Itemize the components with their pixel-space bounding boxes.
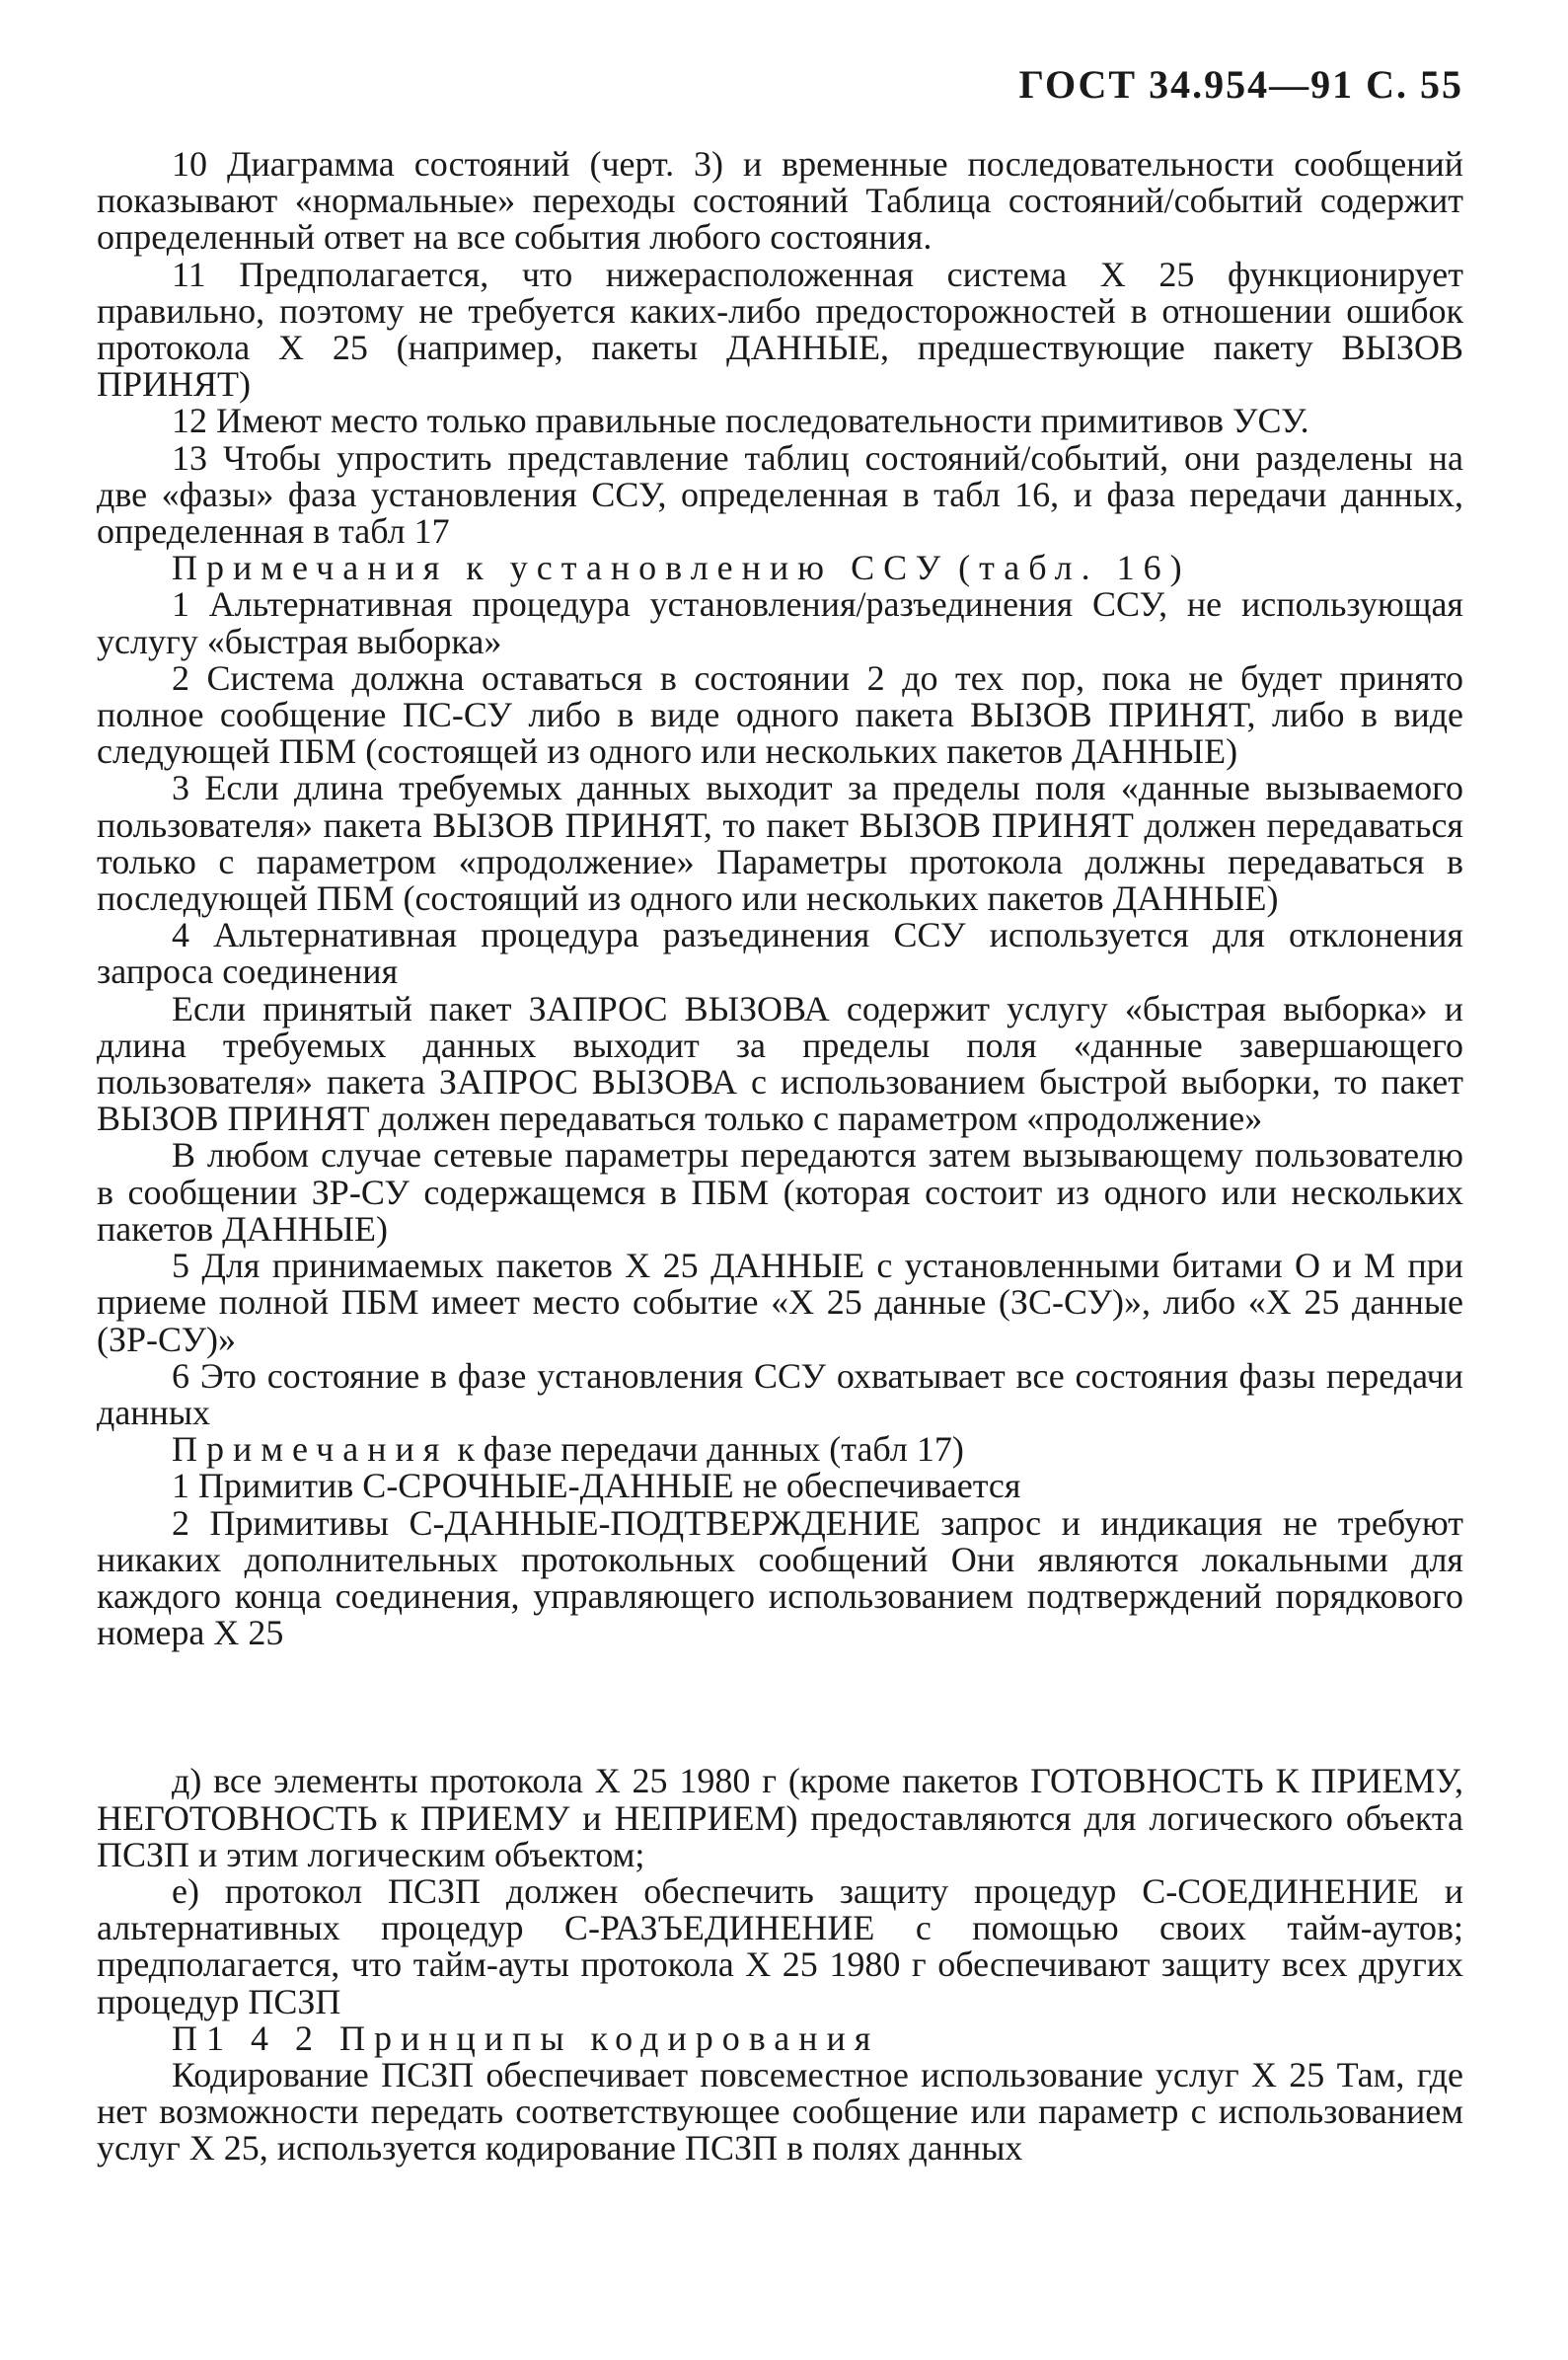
note-setup-6: 6 Это состояние в фазе установления ССУ охватывает все состояния фазы передачи данных	[97, 1355, 1463, 1432]
section-heading-coding: П1 4 2 Принципы кодирования	[172, 2017, 880, 2058]
paragraph-coding: Кодирование ПСЗП обеспечивает повсеместное использование услуг X 25 Там, где нет возможности передать соответствующее сообщение или параметр с использованием услуг X 25, используется кодирование ПСЗП в полях данных	[97, 2054, 1463, 2169]
note-setup-5: 5 Для принимаемых пакетов X 25 ДАННЫЕ с установленными битами О и М при приеме полной ПБМ имеет место событие «X 25 данные (ЗС-СУ)», либо «X 25 данные (ЗР-СУ)»	[97, 1246, 1463, 1359]
item-e: е) протокол ПСЗП должен обеспечить защиту процедур С-СОЕДИНЕНИЕ и альтернативных процедур С-РАЗЪЕДИНЕНИЕ с помощью своих тайм-аутов; предполагается, что тайм-ауты протокола X 25 1980 г обеспечивают защиту всех других процедур ПСЗП	[97, 1870, 1463, 2021]
running-head: ГОСТ 34.954—91 С. 55	[1018, 62, 1463, 107]
paragraph-12: 12 Имеют место только правильные последовательности примитивов УСУ.	[172, 401, 1309, 441]
note-setup-4b: В любом случае сетевые параметры передаются затем вызывающему пользователю в сообщении ЗР-СУ содержащемся в ПБМ (которая состоит из одного или нескольких пакетов ДАННЫЕ)	[97, 1135, 1463, 1249]
paragraph-10: 10 Диаграмма состояний (черт. 3) и временные последовательности сообщений показывают «нормальные» переходы состояний Таблица состояний/событий содержит определенный ответ на все события любого состояния.	[97, 144, 1463, 258]
notes-transfer-heading-rest: к фазе передачи данных (табл 17)	[457, 1429, 964, 1470]
note-setup-4: 4 Альтернативная процедура разъединения ССУ используется для отклонения запроса соединения	[97, 915, 1463, 992]
notes-transfer-heading	[97, 1431, 1463, 1468]
notes-setup-heading-spaced: Примечания к установлению ССУ	[172, 548, 950, 588]
section-gap	[97, 1651, 1463, 1763]
note-transfer-1: 1 Примитив С-СРОЧНЫЕ-ДАННЫЕ не обеспечивается	[172, 1466, 1021, 1506]
note-transfer-2: 2 Примитивы С-ДАННЫЕ-ПОДТВЕРЖДЕНИЕ запрос и индикация не требуют никаких дополнительных протокольных сообщений Они являются локальными для каждого конца соединения, управляющего использованием подтверждений порядкового номера X 25	[97, 1502, 1463, 1653]
notes-setup-heading	[97, 550, 1463, 586]
notes-transfer-heading-spaced: Примечания	[172, 1429, 449, 1470]
paragraph-11: 11 Предполагается, что нижерасположенная система X 25 функционирует правильно, поэтому не требуется каких-либо предосторожностей в отношении ошибок протокола X 25 (например, пакеты ДАННЫЕ, предшествующие пакету ВЫЗОВ ПРИНЯТ)	[97, 254, 1463, 405]
item-d: д) все элементы протокола X 25 1980 г (кроме пакетов ГОТОВНОСТЬ К ПРИЕМУ, НЕГОТОВНОСТЬ к ПРИЕМУ и НЕПРИЕМ) предоставляются для логического объекта ПСЗП и этим логическим объектом;	[97, 1761, 1463, 1874]
note-setup-3: 3 Если длина требуемых данных выходит за пределы поля «данные вызываемого пользователя» пакета ВЫЗОВ ПРИНЯТ, то пакет ВЫЗОВ ПРИНЯТ должен передаваться только с параметром «продолжение» Параметры протокола должны передаваться в последующей ПБМ (состоящий из одного или нескольких пакетов ДАННЫЕ)	[97, 768, 1463, 919]
notes-setup-heading-ref: (табл. 16)	[958, 548, 1191, 588]
note-setup-1: 1 Альтернативная процедура установления/разъединения ССУ, не использующая услугу «быстрая выборка»	[97, 584, 1463, 661]
document-page	[97, 61, 1463, 2312]
paragraph-13: 13 Чтобы упростить представление таблиц состояний/событий, они разделены на две «фазы» фаза установления ССУ, определенная в табл 16, и фаза передачи данных, определенная в табл 17	[97, 437, 1463, 552]
note-setup-4a: Если принятый пакет ЗАПРОС ВЫЗОВА содержит услугу «быстрая выборка» и длина требуемых данных выходит за пределы поля «данные завершающего пользователя» пакета ЗАПРОС ВЫЗОВА с использованием быстрой выборки, то пакет ВЫЗОВ ПРИНЯТ должен передаваться только с параметром «продолжение»	[97, 988, 1463, 1139]
note-setup-2: 2 Система должна оставаться в состоянии 2 до тех пор, пока не будет принято полное сообщение ПС-СУ либо в виде одного пакета ВЫЗОВ ПРИНЯТ, либо в виде следующей ПБМ (состоящей из одного или нескольких пакетов ДАННЫЕ)	[97, 657, 1463, 772]
